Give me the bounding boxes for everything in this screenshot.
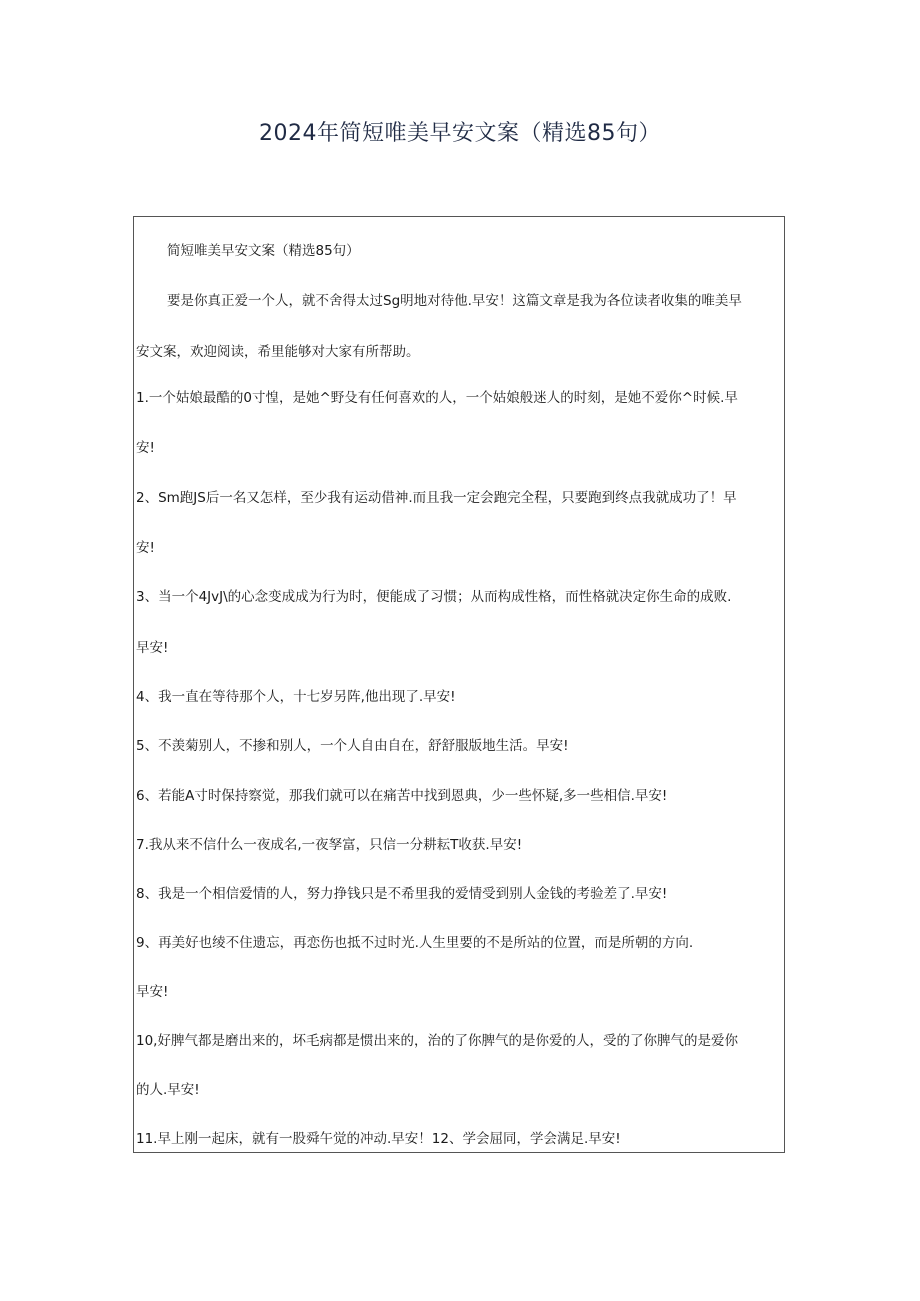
body-line: 1.一个姑娘最酷的0寸惶，是她^野殳有任何喜欢的人，一个姑娘般迷人的时刻，是她不爱你^时候.早 [136,390,738,406]
body-line: 5、不羡菊别人，不掺和别人，一个人自由自在，舒舒服版地生活。早安! [136,738,569,754]
body-line: 7.我从来不信什么一夜成名,一夜孥富，只信一分耕耘T收获.早安! [136,837,523,853]
body-line: 6、若能A寸时保持察觉，那我们就可以在痛苦中找到恩典，少一些怀疑,多一些相信.早安! [136,788,668,804]
body-line: 3、当一个4JvJ\的心念变成成为行为时，便能成了习惯；从而构成性格，而性格就决定你生命的成败. [136,589,732,605]
body-line: 安! [136,540,155,556]
body-line: 早安! [136,984,169,1000]
body-line: 11.早上刚一起床，就有一股舜午觉的冲动.早安！12、学会屈同，学会满足.早安! [136,1131,621,1147]
body-line: 的人.早安! [136,1082,200,1098]
document-title: 2024年简短唯美早安文案（精选85句） [259,121,661,146]
content-box [133,216,785,1153]
body-line: 10,好脾气都是磨出来的，坏毛病都是惯出来的，治的了你脾气的是你爱的人，受的了你脾气的是爱你 [136,1033,738,1049]
intro-line: 安文案，欢迎阅读，希里能够对大家有所帮助。 [136,344,420,360]
intro-line: 要是你真正爱一个人，就不舍得太过Sg明地对待他.早安！这篇文章是我为各位读者收集的唯美早 [167,293,742,309]
body-line: 8、我是一个相信爱情的人，努力挣钱只是不希里我的爱情受到别人金钱的考验差了.早安! [136,886,668,902]
body-line: 早安! [136,640,169,656]
body-line: 安! [136,440,155,456]
body-line: 2、Sm跑JS后一名又怎样，至少我有运动借神.而且我一定会跑完全程，只要跑到终点我就成功了！早 [136,490,737,506]
subtitle-line: 简短唯美早安文案（精选85句） [167,243,360,259]
body-line: 4、我一直在等待那个人，十七岁另阵,他出现了.早安! [136,689,456,705]
body-line: 9、再美好也绫不住遗忘，再恋伤也抵不过时光.人生里要的不是所站的位置，而是所朝的方向. [136,935,694,951]
